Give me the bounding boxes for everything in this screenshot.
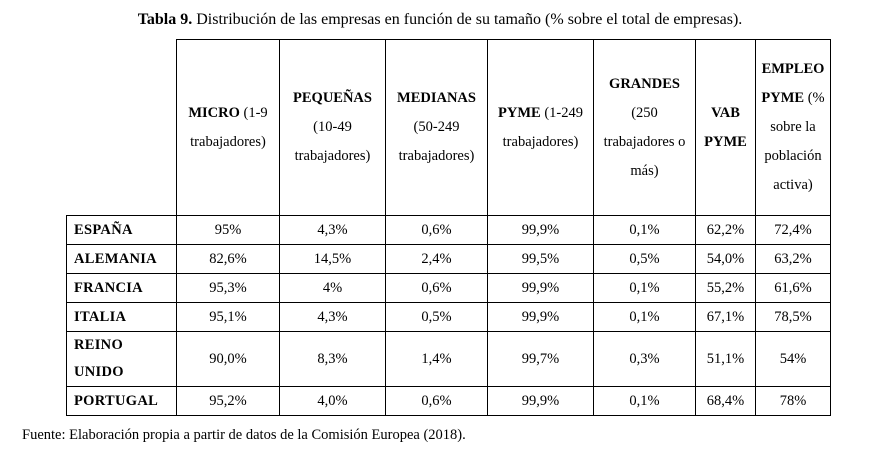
- header-grandes-title: GRANDES: [609, 75, 680, 92]
- header-pyme-sub: (1-249 trabajadores): [502, 104, 583, 150]
- value-cell: 55,2%: [696, 274, 756, 303]
- value-cell: 0,1%: [594, 274, 696, 303]
- value-cell: 63,2%: [756, 245, 831, 274]
- value-cell: 95%: [177, 216, 280, 245]
- value-cell: 67,1%: [696, 303, 756, 332]
- value-cell: 99,9%: [488, 274, 594, 303]
- country-cell: FRANCIA: [67, 274, 177, 303]
- value-cell: 0,6%: [386, 387, 488, 416]
- value-cell: 1,4%: [386, 332, 488, 387]
- value-cell: 54,0%: [696, 245, 756, 274]
- header-pyme-title: PYME: [498, 104, 541, 121]
- header-pequenas-title: PEQUEÑAS: [293, 90, 372, 106]
- value-cell: 72,4%: [756, 216, 831, 245]
- value-cell: 61,6%: [756, 274, 831, 303]
- header-micro-sub: (1-9 trabajadores): [190, 104, 268, 150]
- source-note: Fuente: Elaboración propia a partir de datos de la Comisión Europea (2018).: [22, 427, 466, 443]
- header-vab-pyme: [696, 40, 756, 216]
- header-pequenas-sub: (10-49 trabajadores): [294, 119, 371, 164]
- value-cell: 0,1%: [594, 303, 696, 332]
- caption-text: Distribución de las empresas en función de su tamaño (% sobre el total de empresas).: [192, 11, 743, 28]
- value-cell: 62,2%: [696, 216, 756, 245]
- header-medianas-sub: (50-249 trabajadores): [398, 119, 475, 164]
- value-cell: 0,6%: [386, 216, 488, 245]
- caption-label: Tabla 9.: [137, 11, 193, 28]
- table-row: [67, 245, 831, 274]
- value-cell: 99,9%: [488, 303, 594, 332]
- value-cell: 82,6%: [177, 245, 280, 274]
- value-cell: 51,1%: [696, 332, 756, 387]
- value-cell: 0,5%: [594, 245, 696, 274]
- value-cell: 95,1%: [177, 303, 280, 332]
- value-cell: 4,3%: [280, 216, 386, 245]
- value-cell: 0,3%: [594, 332, 696, 387]
- value-cell: 0,5%: [386, 303, 488, 332]
- value-cell: 2,4%: [386, 245, 488, 274]
- header-row: [67, 40, 831, 216]
- value-cell: 4%: [280, 274, 386, 303]
- header-micro: [177, 40, 280, 216]
- header-vab-pyme-title: VAB PYME: [704, 104, 747, 150]
- value-cell: 99,9%: [488, 387, 594, 416]
- country-cell: PORTUGAL: [67, 387, 177, 416]
- header-pyme: [488, 40, 594, 216]
- table-row: [67, 216, 831, 245]
- header-grandes: [594, 40, 696, 216]
- value-cell: 0,1%: [594, 216, 696, 245]
- value-cell: 78,5%: [756, 303, 831, 332]
- header-grandes-sub: (250 trabajadores o más): [603, 104, 686, 179]
- value-cell: 99,5%: [488, 245, 594, 274]
- country-cell: ITALIA: [67, 303, 177, 332]
- header-empleo-pyme-title: EMPLEO PYME: [761, 61, 825, 106]
- table-row: [67, 303, 831, 332]
- header-micro-title: MICRO: [188, 104, 240, 121]
- header-medianas-title: MEDIANAS: [397, 90, 476, 106]
- table-row: [67, 274, 831, 303]
- enterprise-size-table: [66, 39, 831, 416]
- country-cell: REINO UNIDO: [67, 332, 177, 387]
- value-cell: 4,3%: [280, 303, 386, 332]
- value-cell: 8,3%: [280, 332, 386, 387]
- country-cell: ESPAÑA: [67, 216, 177, 245]
- value-cell: 0,6%: [386, 274, 488, 303]
- table-row: [67, 387, 831, 416]
- header-medianas: [386, 40, 488, 216]
- value-cell: 78%: [756, 387, 831, 416]
- table-row: [67, 332, 831, 387]
- value-cell: 0,1%: [594, 387, 696, 416]
- table-caption: [0, 10, 880, 30]
- corner-cell: [67, 40, 177, 216]
- value-cell: 54%: [756, 332, 831, 387]
- country-cell: ALEMANIA: [67, 245, 177, 274]
- value-cell: 99,9%: [488, 216, 594, 245]
- value-cell: 14,5%: [280, 245, 386, 274]
- value-cell: 99,7%: [488, 332, 594, 387]
- value-cell: 95,3%: [177, 274, 280, 303]
- header-empleo-pyme: [756, 40, 831, 216]
- header-empleo-pyme-sub: (% sobre la población activa): [764, 90, 825, 193]
- value-cell: 68,4%: [696, 387, 756, 416]
- value-cell: 4,0%: [280, 387, 386, 416]
- header-pequenas: [280, 40, 386, 216]
- value-cell: 90,0%: [177, 332, 280, 387]
- value-cell: 95,2%: [177, 387, 280, 416]
